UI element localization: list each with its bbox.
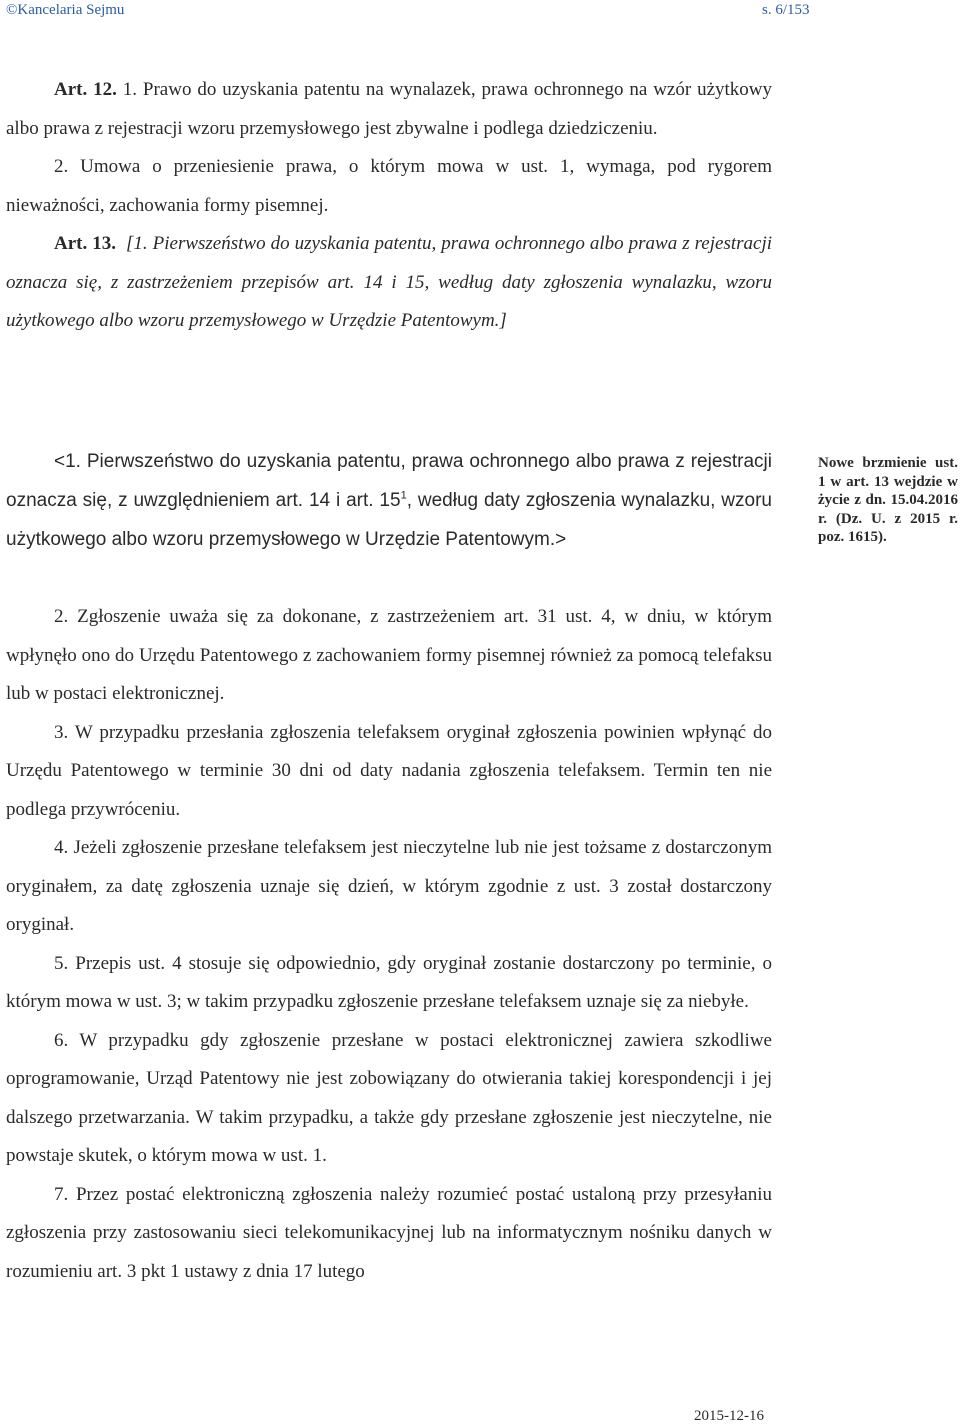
art13-para-2: 2. Zgłoszenie uważa się za dokonane, z zastrzeżeniem art. 31 ust. 4, w dniu, w którym wpłynęło ono do Urzędu Patentowego z zachowaniem formy pisemnej również za pomocą telefaksu lub w postaci elektronicznej. xyxy=(6,606,772,704)
article-12 xyxy=(6,71,772,341)
art13-p1-new-sup: 1 xyxy=(400,489,407,502)
art13-para-7: 7. Przez postać elektroniczną zgłoszenia należy rozumieć postać ustaloną przy przesyłaniu zgłoszenia przy zastosowaniu sieci telekomunikacyjnej lub na informatycznym nośniku danych w rozumieniu art. 3 pkt 1 ustawy z dnia 17 lutego xyxy=(6,1183,772,1282)
art13-p1-new-text-b: , według daty zgłoszenia wynalazku, wzoru użytkowego albo wzoru przemysłowego w Urzędzie Patentowym.> xyxy=(6,490,772,550)
header-source: ©Kancelaria Sejmu xyxy=(6,2,125,18)
art13-para-6: 6. W przypadku gdy zgłoszenie przesłane w postaci elektronicznej zawiera szkodliwe oprogramowanie, Urząd Patentowy nie jest zobowiązany do otwierania takiej korespondencji i jej dalszego przetwarzania. W takim przypadku, a także gdy przesłane zgłoszenie jest nieczytelne, nie powstaje skutek, o którym mowa w ust. 1. xyxy=(6,1029,772,1166)
art13-para-1-new xyxy=(6,442,772,559)
art12-label: Art. 12. xyxy=(54,79,117,100)
art13-p1-new-text-a: <1. Pierwszeństwo do uzyskania patentu, prawa ochronnego albo prawa z rejestracji oznacza się, z uwzględnieniem art. 14 i art. 15 xyxy=(6,451,772,511)
art13-p1-old-text: [1. Pierwszeństwo do uzyskania patentu, prawa ochronnego albo prawa z rejestracji oznacza się, z zastrzeżeniem przepisów art. 14 i 15, według daty zgłoszenia wynalazku, wzoru użytkowego albo wzoru przemysłowego w Urzędzie Patentowym.] xyxy=(6,233,772,331)
art13-para-4: 4. Jeżeli zgłoszenie przesłane telefaksem jest nieczytelne lub nie jest tożsame z dostarczonym oryginałem, za datę zgłoszenia uznaje się dzień, w którym zgodnie z ust. 3 został dostarczony oryginał. xyxy=(6,837,772,935)
art13-para-1-old xyxy=(6,225,772,341)
art12-para-2: 2. Umowa o przeniesienie prawa, o którym mowa w ust. 1, wymaga, pod rygorem nieważności, zachowania formy pisemnej. xyxy=(6,156,772,216)
art13-para-3: 3. W przypadku przesłania zgłoszenia telefaksem oryginał zgłoszenia powinien wpłynąć do Urzędu Patentowego w terminie 30 dni od daty nadania zgłoszenia telefaksem. Termin ten nie podlega przywróceniu. xyxy=(6,721,772,820)
article-13-rest xyxy=(6,598,772,1291)
footer-date: 2015-12-16 xyxy=(694,1408,764,1424)
art13-label: Art. 13. xyxy=(54,233,116,254)
art12-p1-text: 1. Prawo do uzyskania patentu na wynalazek, prawa ochronnego na wzór użytkowy albo prawa z rejestracji wzoru przemysłowego jest zbywalne i podlega dziedziczeniu. xyxy=(6,79,773,139)
page-number: s. 6/153 xyxy=(762,2,810,18)
art13-para-5: 5. Przepis ust. 4 stosuje się odpowiednio, gdy oryginał zostanie dostarczony po terminie, o którym mowa w ust. 3; w takim przypadku zgłoszenie przesłane telefaksem uznaje się za niebyłe. xyxy=(6,952,772,1012)
art12-para-1 xyxy=(6,71,772,148)
margin-note: Nowe brzmienie ust. 1 w art. 13 wejdzie w życie z dn. 15.04.2016 r. (Dz. U. z 2015 r. poz. 1615). xyxy=(818,455,958,545)
